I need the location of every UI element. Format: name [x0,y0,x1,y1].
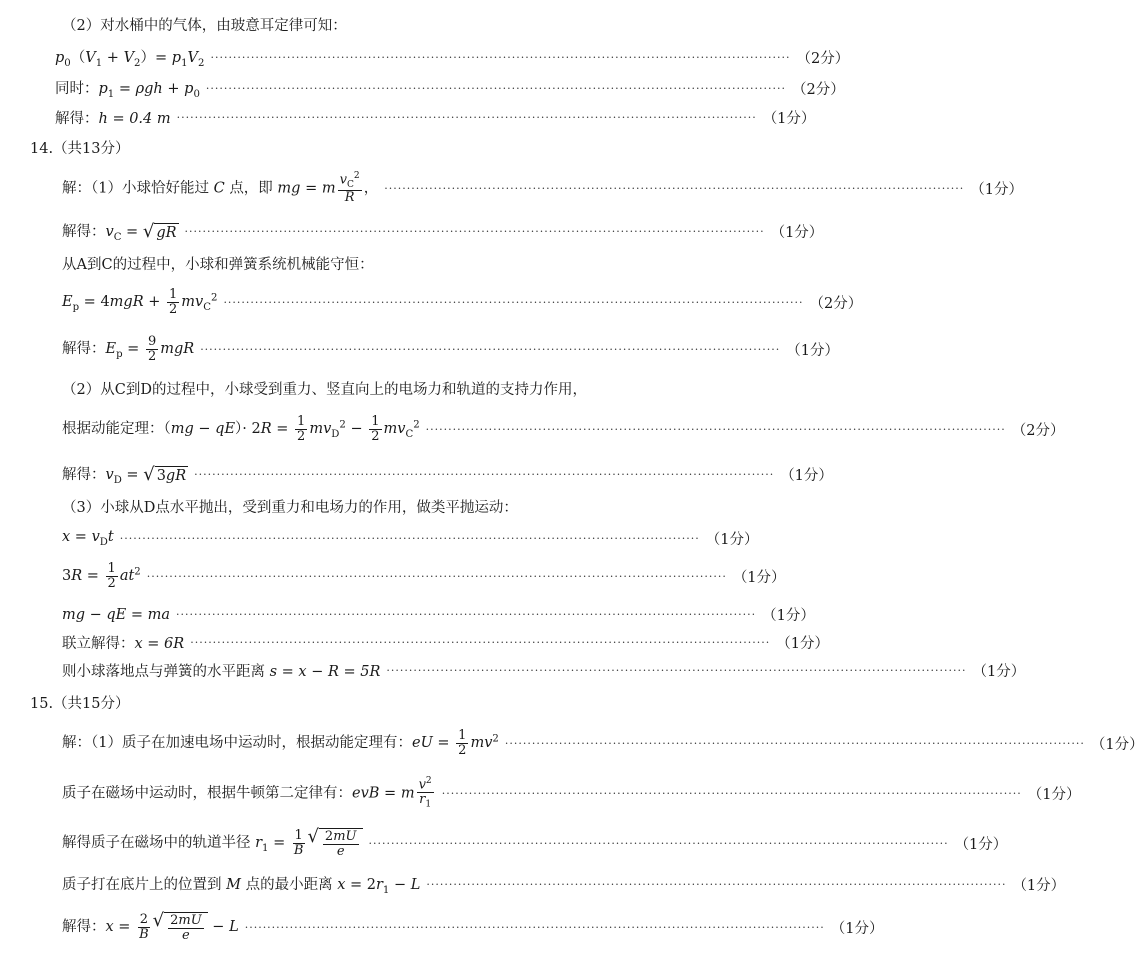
leader-dots: ································································································································· [384,182,965,196]
leader-dots: ································································································································· [176,608,757,621]
leader-dots: ································································································································· [190,636,771,649]
question-15-heading: 15.（共15分） [30,696,130,712]
q14-part2-text: （2）从C到D的过程中，小球受到重力、竖直向上的电场力和轨道的支持力作用， [62,382,587,398]
leader-dots: ································································································································· [194,467,775,481]
leader-dots: ································································································································· [223,295,804,309]
q15-x-result [62,910,884,943]
score-label: （1分） [972,664,1026,680]
score-label: （1分） [786,342,839,359]
equation: 解得：$E_p$ = $\frac{9}{2}$ mgR [62,334,195,364]
equation: $p_0(V_1 + V_2)= p_1V_2$ [55,50,205,69]
equation: $E_p = 4mgR$ + $\frac{1}{2}$ $mv_C^2$ [62,287,218,317]
score-label: （1分） [1090,736,1144,753]
equation: 质子在磁场中运动时，根据牛顿第二定律有：evB = m $\frac{v^2}{r_1}$ [62,776,432,810]
q14-part1-condition [62,171,1024,206]
leader-dots: ································································································································· [504,736,1085,750]
question-14-heading: 14.（共13分） [30,141,130,157]
leader-dots: ································································································································· [200,342,781,356]
leader-dots: ································································································································· [210,50,791,64]
score-label: （2分） [1011,422,1065,439]
score-label: （1分） [732,569,786,586]
leader-dots: ································································································································· [184,224,765,238]
score-label: （1分） [780,467,833,484]
score-label: （2分） [809,295,863,312]
q14-vd-result [62,463,833,486]
q14-x-result [62,632,829,653]
q14-ep-result [62,334,839,364]
equation: 3R = $\frac{1}{2}$ $at^2$ [62,561,141,591]
leader-dots: ································································································································· [205,81,786,95]
score-label: （1分） [776,636,829,652]
equation: 质子打在底片上的位置到 M 点的最小距离 $x = 2r_1 - L$ [62,877,421,896]
equation: 同时：$p_1 = \rho gh + p_0$ [55,81,200,100]
leader-dots: ································································································································· [146,569,727,583]
q14-energy-equation [62,287,863,317]
score-label: （2分） [796,50,850,67]
equation: 则小球落地点与弹簧的水平距离 s = x − R = 5R [62,664,381,680]
q15-radius-result [62,826,1008,859]
score-label: （1分） [762,111,816,127]
q14-work-energy [62,414,1065,444]
equation: $x = v_Dt$ [62,529,114,548]
leader-dots: ································································································································· [425,422,1006,436]
equation: 根据动能定理：（mg − qE）· 2R = $\frac{1}{2}$ $mv_D^2$ − $\frac{1}{2}$ $mv_C^2$ [62,414,420,444]
equation: 解得：x = $\frac{2}{B}$ √ $\frac{2mU}{e}$ − L [62,910,239,943]
leader-dots: ································································································································· [368,836,949,850]
q14-distance-result [62,660,1026,681]
equation: 解得：$v_C$ = √ gR [62,221,177,243]
score-label: （2分） [791,81,845,98]
leader-dots: ································································································································· [426,877,1007,891]
q15-accelerating-field [62,728,1144,758]
equation: 解得：$v_D$ = √ 3 gR [62,464,187,486]
q14-vc-result [62,220,824,243]
leader-dots: ································································································································· [441,787,1022,801]
equation: 解：（1）小球恰好能过 C 点，即 mg = m $\frac{v_C^2}{R}$ ， [62,171,379,206]
score-label: （1分） [954,836,1008,853]
equation: 解：（1）质子在加速电场中运动时，根据动能定理有：eU = $\frac{1}{2}$ $mv^2$ [62,728,499,758]
score-label: （1分） [762,608,815,624]
equation-pressure [55,77,845,100]
score-label: （1分） [770,224,824,241]
equation: 联立解得：x = 6R [62,636,185,652]
score-label: （1分） [970,182,1024,199]
score-label: （1分） [1012,877,1066,894]
score-label: （1分） [830,920,884,937]
q14-energy-conservation-text: 从A到C的过程中，小球和弹簧系统机械能守恒： [62,257,374,273]
leader-dots: ································································································································· [386,664,967,677]
result-h [55,107,816,128]
q14-part3-text: （3）小球从D点水平抛出，受到重力和电场力的作用，做类平抛运动： [62,500,518,516]
leader-dots: ································································································································· [244,920,825,934]
leader-dots: ································································································································· [176,111,757,124]
equation: mg − qE = ma [62,606,171,623]
score-label: （1分） [705,532,759,548]
equation: 解得质子在磁场中的轨道半径 $r_1$ = $\frac{1}{B}$ √ $\frac{2mU}{e}$ [62,828,363,858]
q15-magnetic-field [62,776,1081,810]
q14-horizontal-motion [62,528,759,549]
q15-min-distance [62,873,1066,896]
leader-dots: ································································································································· [119,532,700,545]
equation-boyle [55,46,850,69]
boyle-law-heading: （2）对水桶中的气体，由玻意耳定律可知： [62,18,347,34]
q14-newton-second [62,604,815,625]
q14-vertical-motion [62,561,786,591]
equation: 解得：h = 0.4 m [55,111,171,127]
score-label: （1分） [1027,787,1081,804]
